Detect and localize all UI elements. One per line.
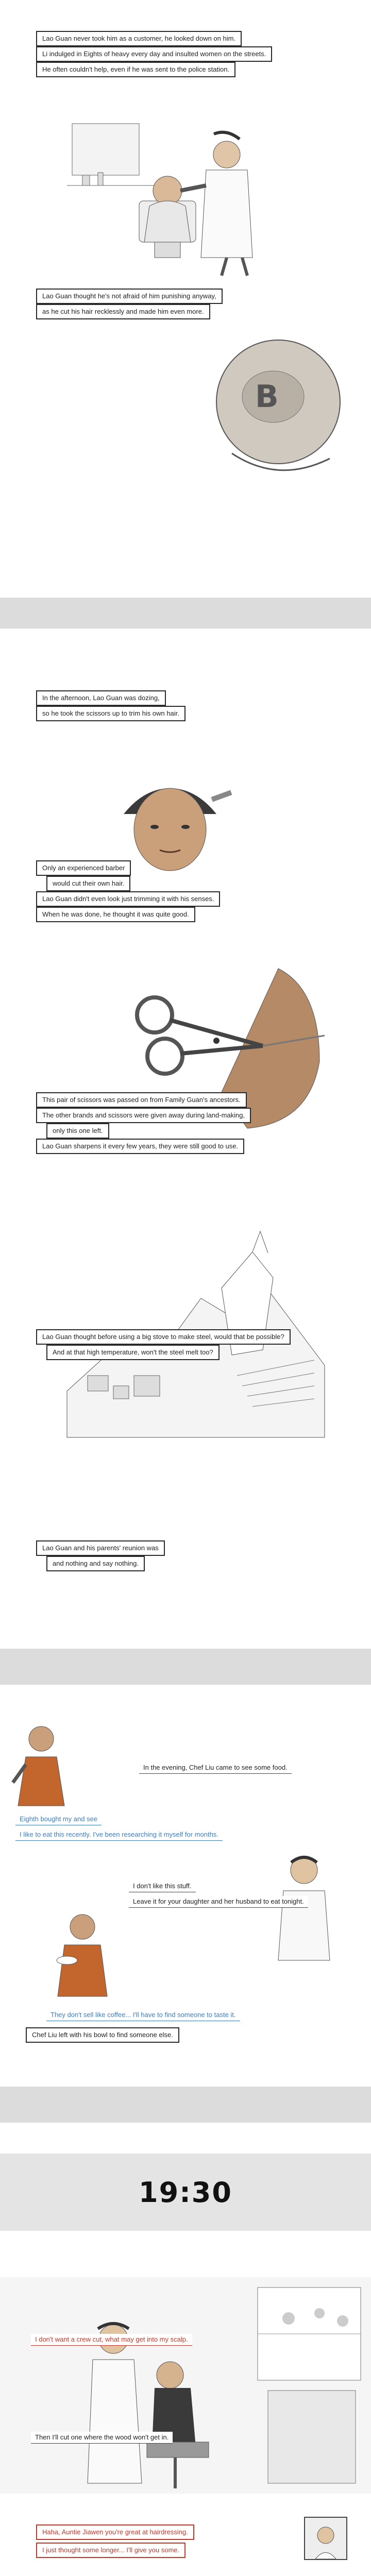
- caption-box: as he cut his hair recklessly and made him even more.: [36, 304, 210, 319]
- caption-box: This pair of scissors was passed on from Family Guan's ancestors.: [36, 1092, 247, 1108]
- chef-liu-figure: [10, 1721, 72, 1808]
- caption-box: Lao Guan and his parents' reunion was: [36, 1540, 165, 1556]
- caption-box: He often couldn't help, even if he was sent to the police station.: [36, 62, 235, 77]
- caption-box: The other brands and scissors were given away during land-making,: [36, 1108, 251, 1123]
- caption-box: Lao Guan never took him as a customer, he looked down on him.: [36, 31, 242, 46]
- caption-box: Haha, Auntie Jiawen you're great at hairdressing.: [36, 2524, 194, 2540]
- time-panel: [0, 2154, 371, 2231]
- caption-box: In the afternoon, Lao Guan was dozing,: [36, 690, 166, 706]
- chef-liu-with-bowl-figure: [46, 1906, 119, 1999]
- caption-box: Lao Guan thought before using a big stove to make steel, would that be possible?: [36, 1329, 291, 1345]
- caption-box: And at that high temperature, won't the steel melt too?: [46, 1345, 220, 1360]
- caption-box: Lao Guan thought he's not afraid of him punishing anyway,: [36, 289, 223, 304]
- caption-box: Lao Guan sharpens it every few years, they were still good to use.: [36, 1139, 244, 1154]
- narration: In the evening, Chef Liu came to see some food.: [139, 1762, 292, 1774]
- caption-box: I just thought some longer... I'll give you some.: [36, 2543, 185, 2558]
- speech-bubble: Eighth bought my and see: [15, 1814, 102, 1825]
- speech-bubble: I don't like this stuff.: [129, 1880, 196, 1892]
- speaker-portrait: [304, 2517, 347, 2560]
- speech-bubble: I don't want a crew cut, what may get into my scalp.: [31, 2334, 192, 2346]
- caption-box: Li indulged in Eights of heavy every day and insulted women on the streets.: [36, 46, 272, 62]
- panel-divider: [0, 1649, 371, 1685]
- speech-bubble: They don't sell like coffee... I'll have to find someone to taste it.: [46, 2009, 240, 2021]
- panel-divider: [0, 2087, 371, 2123]
- caption-box: When he was done, he thought it was quite good.: [36, 907, 195, 922]
- barber-cutting-hair-illustration: [52, 113, 319, 278]
- caption-box: Lao Guan didn't even look just trimming it with his senses.: [36, 891, 220, 907]
- caption-box: only this one left.: [46, 1123, 109, 1139]
- shaved-letter: B: [255, 379, 279, 415]
- caption-box: so he took the scissors up to trim his own hair.: [36, 706, 185, 721]
- speech-bubble: Leave it for your daughter and her husband to eat tonight.: [129, 1896, 308, 1908]
- time-label: 19:30: [139, 2176, 232, 2209]
- caption-box: would cut their own hair.: [46, 876, 130, 891]
- panel-divider: [0, 598, 371, 629]
- caption-box: Chef Liu left with his bowl to find someone else.: [26, 2027, 179, 2043]
- caption-box: and nothing and say nothing.: [46, 1556, 145, 1571]
- caption-box: Only an experienced barber: [36, 860, 131, 876]
- speech-bubble: Then I'll cut one where the wood won't get in.: [31, 2432, 173, 2444]
- barber-shop-scene: [0, 2277, 371, 2494]
- speech-bubble: I like to eat this recently. I've been researching it myself for months.: [15, 1829, 223, 1841]
